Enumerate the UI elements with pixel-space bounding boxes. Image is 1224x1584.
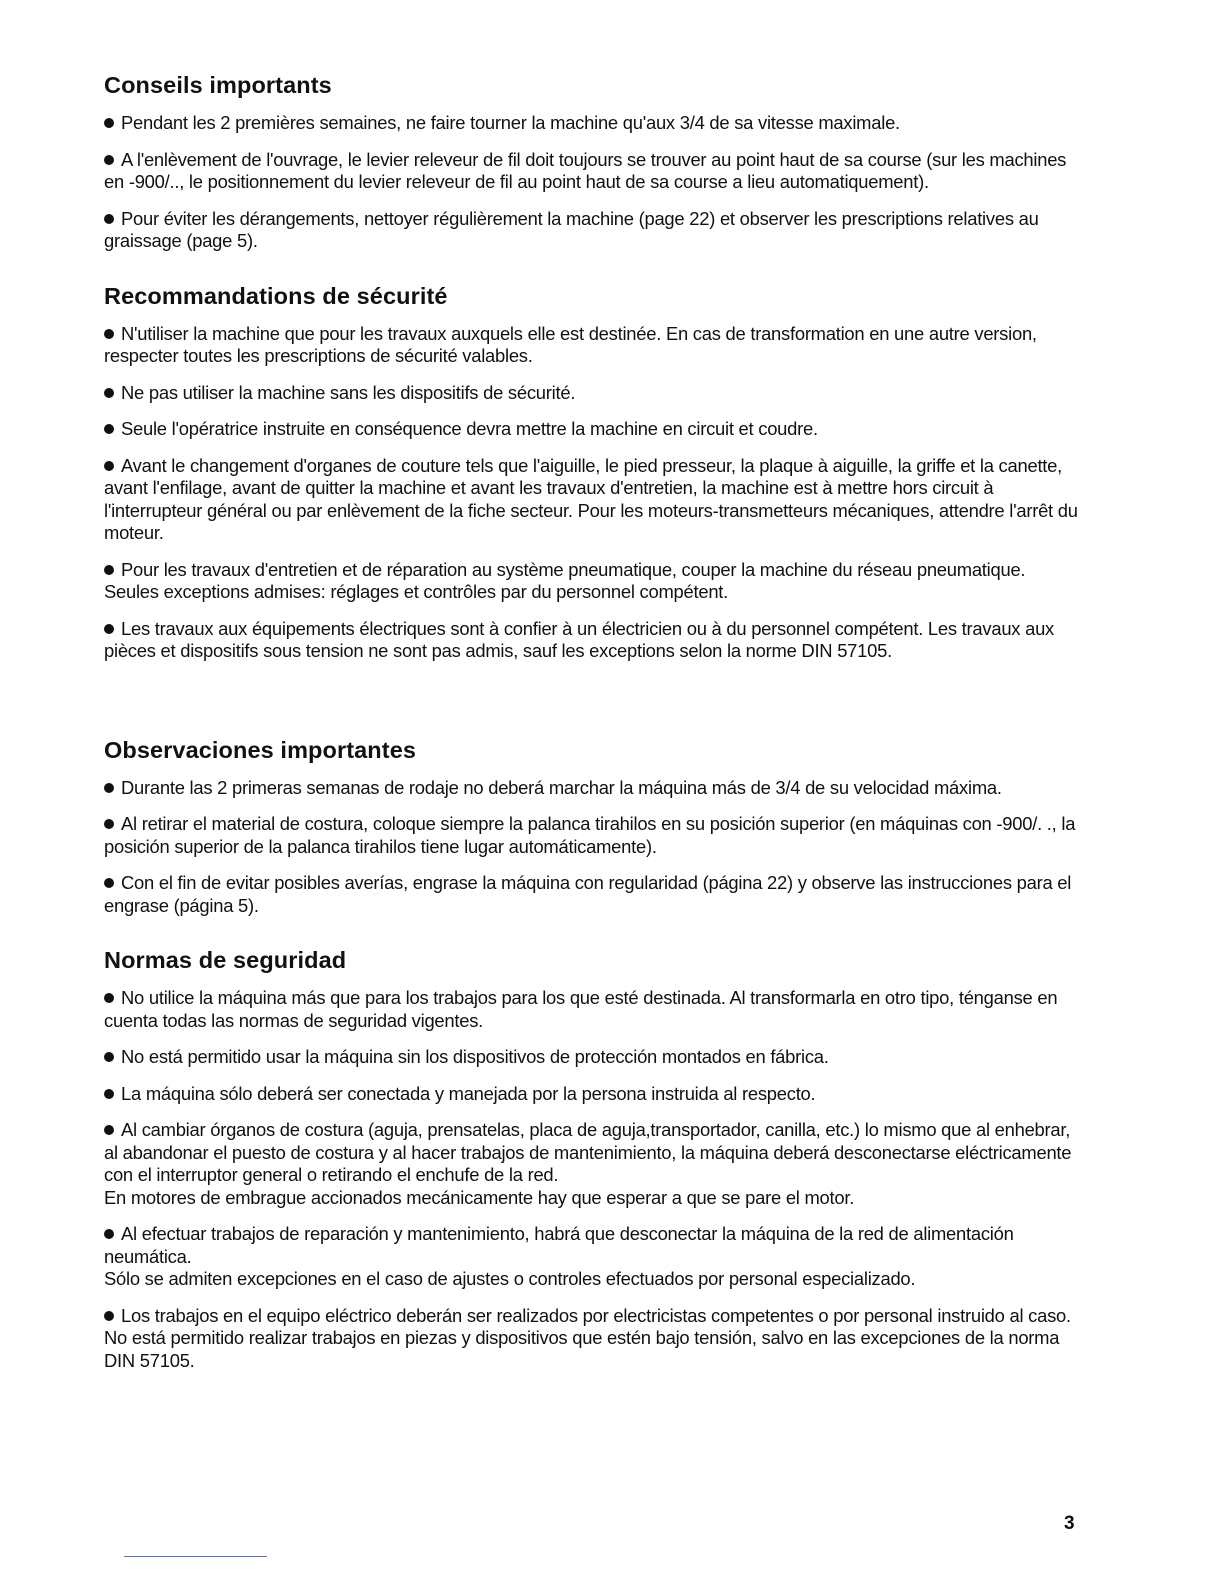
bullet-icon [104,1089,114,1099]
item-text: La máquina sólo deberá ser conectada y manejada por la persona instruida al respecto. [121,1082,816,1104]
item-text: Les travaux aux équipements électriques sont à confier à un électricien ou à du personnel compétent. Les travaux aux pièces et dispositifs sous tension ne sont pas admis, sauf les exceptions selon la norme DIN 57105. [104,617,1054,661]
item-text: Al efectuar trabajos de reparación y mantenimiento, habrá que desconectar la máquina de la red de alimentación neumática. [104,1223,1014,1267]
item-text: Ne pas utiliser la machine sans les dispositifs de sécurité. [121,381,576,403]
list-item [104,987,1080,1032]
item-text: No está permitido usar la máquina sin los dispositivos de protección montados en fábrica. [121,1046,829,1067]
item-text: Al retirar el material de costura, coloque siempre la palanca tirahilos en su posición superior (en máquinas con -900/. ., la posición superior de la palanca tirahilos tiene lugar automáticamente). [104,813,1076,857]
section-title: Recommandations de sécurité [104,282,448,309]
bullet-icon [104,155,114,165]
bullet-icon [104,878,114,888]
list-item [104,1305,1080,1373]
bullet-icon [104,1125,114,1135]
section-title: Observaciones importantes [104,736,417,763]
list-item [104,208,1080,253]
list-item [104,382,1080,405]
bullet-icon [104,783,114,793]
item-extra-text: Sólo se admiten excepciones en el caso de ajustes o controles efectuados por personal especializado. [104,1268,916,1289]
item-text: Seule l'opératrice instruite en conséquence devra mettre la machine en circuit et coudre. [121,418,818,439]
bullet-icon [104,214,114,224]
item-extra-text: Seules exceptions admises: réglages et contrôles par du personnel compétent. [104,581,729,602]
list-item [104,323,1080,368]
item-text: Pendant les 2 premières semaines, ne faire tourner la machine qu'aux 3/4 de sa vitesse maximale. [121,112,900,133]
bullet-icon [104,118,114,128]
list-item [104,149,1080,194]
item-text: No utilice la máquina más que para los trabajos para los que esté destinada. Al transformarla en otro tipo, ténganse en cuenta todas las normas de seguridad vigentes. [104,987,1058,1031]
bullet-icon [104,993,114,1003]
item-text: Pour les travaux d'entretien et de réparation au système pneumatique, couper la machine du réseau pneumatique. [121,558,1026,580]
bullet-icon [104,329,114,339]
item-text: Pour éviter les dérangements, nettoyer régulièrement la machine (page 22) et observer les prescriptions relatives au graissage (page 5). [104,207,1039,251]
list-item [104,872,1080,917]
section-conseils-importants [104,70,1080,253]
section-title: Conseils importants [104,72,332,98]
list-item [104,418,1080,441]
list-item [104,813,1080,858]
item-text: Los trabajos en el equipo eléctrico deberán ser realizados por electricistas competentes o por personal instruido al caso. [121,1304,1071,1326]
item-text: Con el fin de evitar posibles averías, engrase la máquina con regularidad (página 22) y observe las instrucciones para el engrase (página 5). [104,872,1072,916]
bullet-icon [104,1311,114,1321]
bullet-icon [104,624,114,634]
section-title: Normas de seguridad [104,947,347,973]
list-item [104,559,1080,604]
section-recommandations-securite [104,281,1080,663]
item-text: A l'enlèvement de l'ouvrage, le levier releveur de fil doit toujours se trouver au point haut de sa course (sur les machines en -900/.., le positionnement du levier releveur de fil au point haut de sa course a lieu automatiquement). [104,148,1067,192]
bullet-icon [104,1229,114,1239]
bullet-icon [104,424,114,434]
item-text: N'utiliser la machine que pour les travaux auxquels elle est destinée. En cas de transformation en une autre version, respecter toutes les prescriptions de sécurité valables. [104,322,1037,366]
bullet-icon [104,388,114,398]
page-number: 3 [1064,1513,1075,1534]
item-extra-text: En motores de embrague accionados mecánicamente hay que esperar a que se pare el motor. [104,1186,855,1208]
bullet-icon [104,1052,114,1062]
list-item [104,1046,1080,1069]
page-content [104,70,1080,1386]
item-text: Al cambiar órganos de costura (aguja, prensatelas, placa de aguja,transportador, canilla, etc.) lo mismo que al enhebrar, al abandonar el puesto de costura y al hacer trabajos de mantenimiento, la máquina deberá desconectarse eléctricamente con el interruptor general o retirando el enchufe de la red. [104,1119,1072,1185]
list-item [104,1119,1080,1209]
item-text: Durante las 2 primeras semanas de rodaje no deberá marchar la máquina más de 3/4 de su velocidad máxima. [121,776,1002,798]
bullet-icon [104,565,114,575]
item-extra-text: No está permitido realizar trabajos en piezas y dispositivos que estén bajo tensión, salvo en las excepciones de la norma DIN 57105. [104,1327,1060,1371]
list-item [104,1223,1080,1291]
item-text: Avant le changement d'organes de couture tels que l'aiguille, le pied presseur, la plaque à aiguille, la griffe et la canette, avant l'enfilage, avant de quitter la machine et avant les travaux d'entretien, la machine est à mettre hors circuit à l'interrupteur général ou par enlèvement de la fiche secteur. Pour les moteurs-transmetteurs mécaniques, attendre l'arrêt du moteur. [104,454,1078,543]
bullet-icon [104,819,114,829]
list-item [104,618,1080,663]
list-item [104,777,1080,800]
section-normas-seguridad [104,945,1080,1372]
list-item [104,1083,1080,1106]
section-observaciones-importantes [104,735,1080,918]
list-item [104,112,1080,135]
bullet-icon [104,461,114,471]
footer-rule [124,1556,267,1557]
list-item [104,455,1080,545]
